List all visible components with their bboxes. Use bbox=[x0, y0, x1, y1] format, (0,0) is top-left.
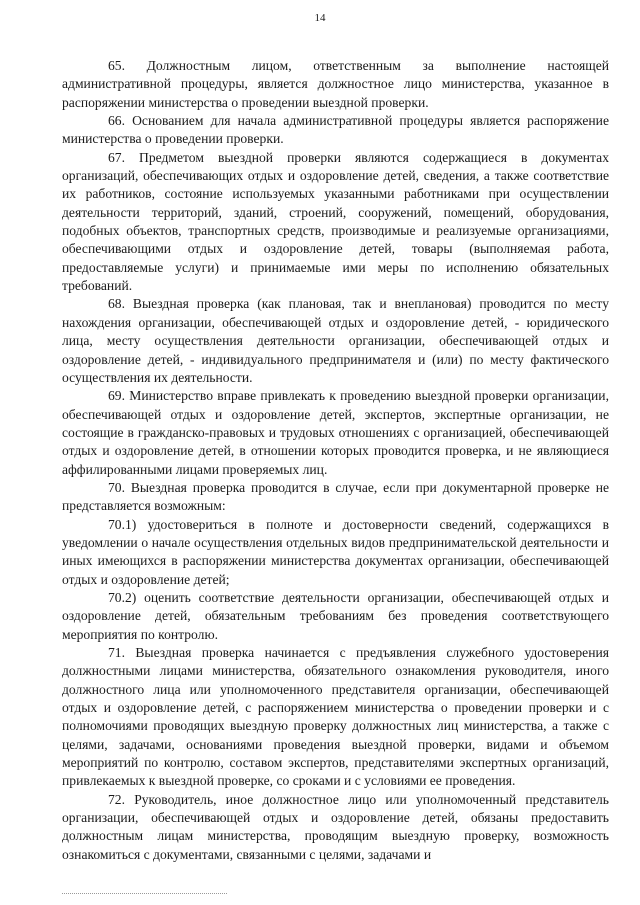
paragraph-70: 70. Выездная проверка проводится в случае, если при документарной проверке не представляется возможным: bbox=[62, 479, 609, 514]
paragraph-65: 65. Должностным лицом, ответственным за выполнение настоящей административной процедуры, является должностное лицо министерства, указанное в распоряжении министерства о проведении выездной проверки. bbox=[62, 58, 609, 110]
document-body bbox=[62, 57, 609, 864]
paragraph-67: 67. Предметом выездной проверки являются содержащиеся в документах организаций, обеспечивающих отдых и оздоровление детей, сведения, а также соответствие их работников, состояние используемых указанными работниками при осуществлении деятельности территорий, зданий, строений, сооружений, помещений, оборудования, подобных объектов, транспортных средств, производимые и реализуемые организациями, обеспечивающими отдых и оздоровление детей, товары (выполняемая работа, предоставляемые услуги) и принимаемые ими меры по исполнению обязательных требований. bbox=[62, 149, 609, 294]
paragraph-68: 68. Выездная проверка (как плановая, так и внеплановая) проводится по месту нахождения организации, обеспечивающей отдых и оздоровление детей, - юридического лица, месту осуществления деятельности организации, обеспечивающей отдых и оздоровление детей, - индивидуального предпринимателя и (или) по месту фактического осуществления их деятельности. bbox=[62, 296, 609, 385]
paragraph-69: 69. Министерство вправе привлекать к проведению выездной проверки организации, обеспечивающей отдых и оздоровление детей, экспертов, экспертные организации, не состоящие в гражданско-правовых и трудовых отношениях с организацией, обеспечивающей отдых и оздоровление детей, в отношении которых проводится проверка, и не являющиеся аффилированными лицами проверяемых лиц. bbox=[62, 388, 609, 477]
page-number: 14 bbox=[314, 12, 326, 24]
paragraph-66: 66. Основанием для начала административной процедуры является распоряжение министерства о проведении проверки. bbox=[62, 113, 609, 147]
paragraph-71: 71. Выездная проверка начинается с предъявления служебного удостоверения должностными лицами министерства, обязательного ознакомления руководителя, иного должностного лица или уполномоченного представителя организации, обеспечивающей отдых и оздоровление детей, с распоряжением министерства о проведении проверки и с полномочиями проводящих выездную проверку должностных лиц министерства, а также с целями, задачами, основаниями проведения выездной проверки, видами и объемом мероприятий по контролю, составом экспертов, представителями экспертных организаций, привлекаемых к выездной проверке, со сроками и с условиями ее проведения. bbox=[62, 645, 609, 789]
footer-divider bbox=[62, 893, 227, 894]
paragraph-72: 72. Руководитель, иное должностное лицо или уполномоченный представитель организации, обеспечивающей отдых и оздоровление детей, обязаны предоставить должностным лицам министерства, проводящим выездную проверку, возможность ознакомиться с документами, связанными с целями, задачами и bbox=[62, 791, 609, 862]
paragraph-70-2: 70.2) оценить соответствие деятельности организации, обеспечивающей отдых и оздоровление детей, обязательным требованиям без проведения соответствующего мероприятия по контролю. bbox=[62, 589, 609, 642]
paragraph-70-1: 70.1) удостовериться в полноте и достоверности сведений, содержащихся в уведомлении о начале осуществления отдельных видов предпринимательской деятельности и иных имеющихся в распоряжении министерства документах организации, обеспечивающей отдых и оздоровление детей; bbox=[62, 516, 609, 587]
